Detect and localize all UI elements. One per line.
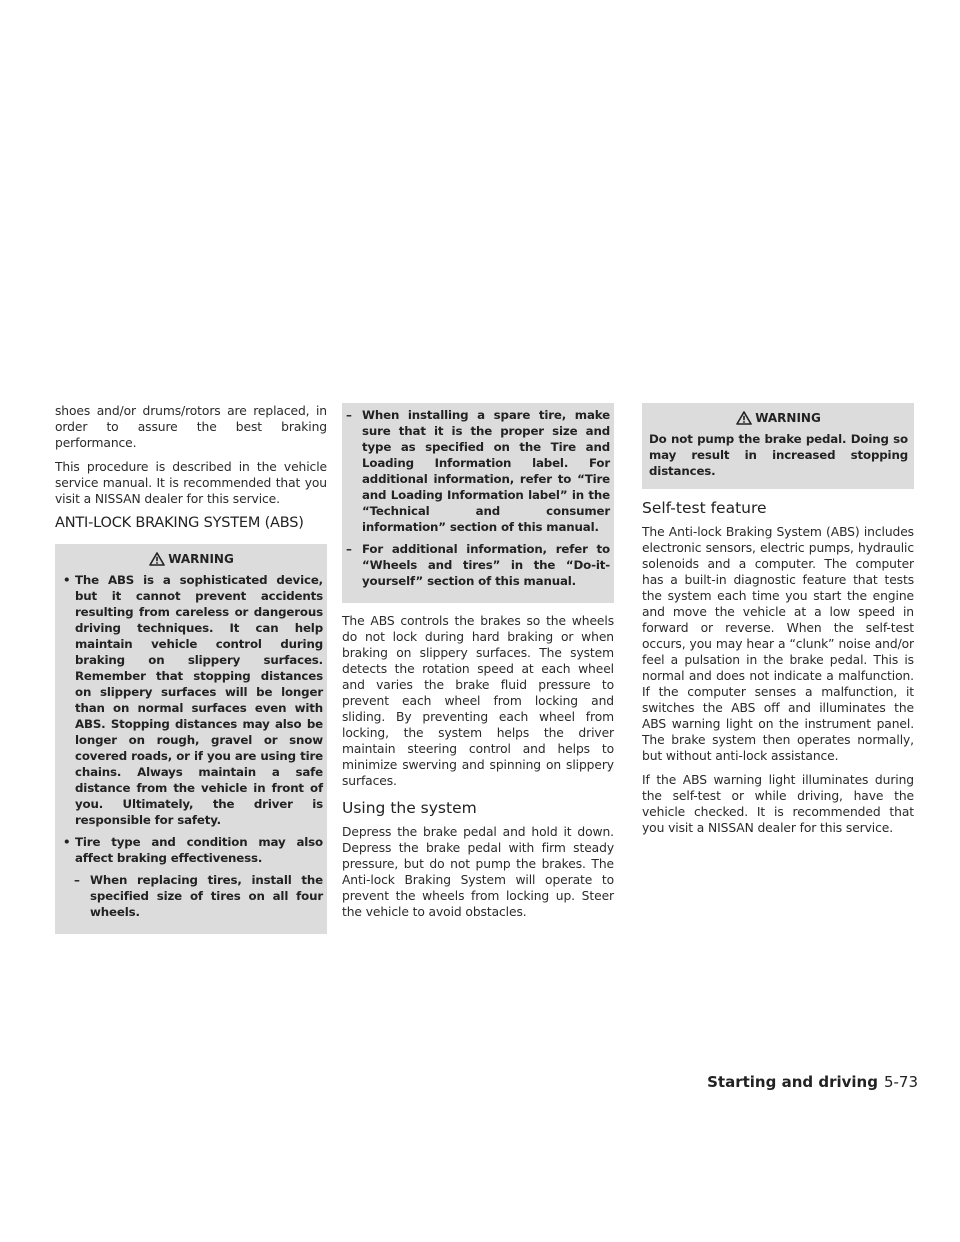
dash-marker: – [346,408,352,422]
dash-marker: – [346,542,352,556]
section-heading-abs: ANTI-LOCK BRAKING SYSTEM (ABS) [55,515,304,531]
using-system-paragraph: Depress the brake pedal and hold it down. Depress the brake pedal with firm steady pressure, but do not pump the brakes. The Anti-lock Braking System will operate to prevent the wheels from locking up. Steer the vehicle to avoid obstacles. [342,825,614,919]
warning-label: WARNING [755,411,821,425]
column-left [55,403,327,944]
warning-bullet-2 [60,834,323,866]
subheading-using-the-system: Using the system [342,799,477,817]
page-footer [707,1073,918,1091]
warning-triangle-icon [736,411,752,425]
warning-triangle-icon [149,552,165,566]
warning-header [60,550,323,568]
bullet-marker: • [63,573,71,587]
footer-page-number: 5-73 [883,1073,918,1091]
warning-dash-text: When replacing tires, install the specified size of tires on all four wheels. [90,873,323,919]
warning-dash-text: For additional information, refer to “Wheels and tires” in the “Do-it-yourself” section of this manual. [362,542,610,588]
dash-marker: – [74,873,80,887]
warning-bullet-text: Tire type and condition may also affect braking effectiveness. [75,835,323,865]
warning-label: WARNING [168,552,234,566]
subheading-self-test-feature: Self-test feature [642,499,767,517]
self-test-paragraph-2: If the ABS warning light illuminates during the self-test or while driving, have the vehicle checked. It is recommended that you visit a NISSAN dealer for this service. [642,773,914,835]
footer-section-title: Starting and driving [707,1073,878,1091]
pump-warning-box [642,403,914,489]
bullet-marker: • [63,835,71,849]
column-right [642,403,914,844]
warning-dash-2 [346,407,610,535]
warning-header [647,409,910,427]
abs-description-paragraph: The ABS controls the brakes so the wheels do not lock during hard braking or when braking on slippery surfaces. The system detects the rotation speed at each wheel and varies the brake fluid pressure to prevent each wheel from locking and sliding. By preventing each wheel from locking, the system helps the driver maintain steering control and helps to minimize swerving and spinning on slippery surfaces. [342,614,614,788]
warning-bullet-text: The ABS is a sophisticated device, but it cannot prevent accidents resulting from careless or dangerous driving techniques. It can help maintain vehicle control during braking on slippery surfaces. Remember that stopping distances on slippery surfaces will be longer than on normal surfaces even with ABS. Stopping distances may also be longer on rough, gravel or snow covered roads, or if you are using tire chains. Always maintain a safe distance from the vehicle in front of you. Ultimately, the driver is responsible for safety. [75,573,323,827]
intro-paragraph-2: This procedure is described in the vehicle service manual. It is recommended that you visit a NISSAN dealer for this service. [55,460,327,506]
abs-warning-continued [342,403,614,603]
warning-dash-1 [60,872,323,920]
pump-warning-text: Do not pump the brake pedal. Doing so may result in increased stopping distances. [649,432,908,478]
intro-paragraph-1: shoes and/or drums/rotors are replaced, in order to assure the best braking performance. [55,404,327,450]
self-test-paragraph-1: The Anti-lock Braking System (ABS) includes electronic sensors, electric pumps, hydraulic solenoids and a computer. The computer has a built-in diagnostic feature that tests the system each time you start the engine and move the vehicle at a low speed in forward or reverse. When the self-test occurs, you may hear a “clunk” noise and/or feel a pulsation in the brake pedal. This is normal and does not indicate a malfunction. If the computer senses a malfunction, it switches the ABS off and illuminates the ABS warning light on the instrument panel. The brake system then operates normally, but without anti-lock assistance. [642,525,914,763]
column-middle [342,403,614,928]
warning-dash-text: When installing a spare tire, make sure that it is the proper size and type as specified on the Tire and Loading Information label. For additional information, refer to “Tire and Loading Information label” in the “Technical and consumer information” section of this manual. [362,408,610,534]
abs-warning-box [55,544,327,934]
warning-bullet-1 [60,572,323,828]
warning-dash-3 [346,541,610,589]
